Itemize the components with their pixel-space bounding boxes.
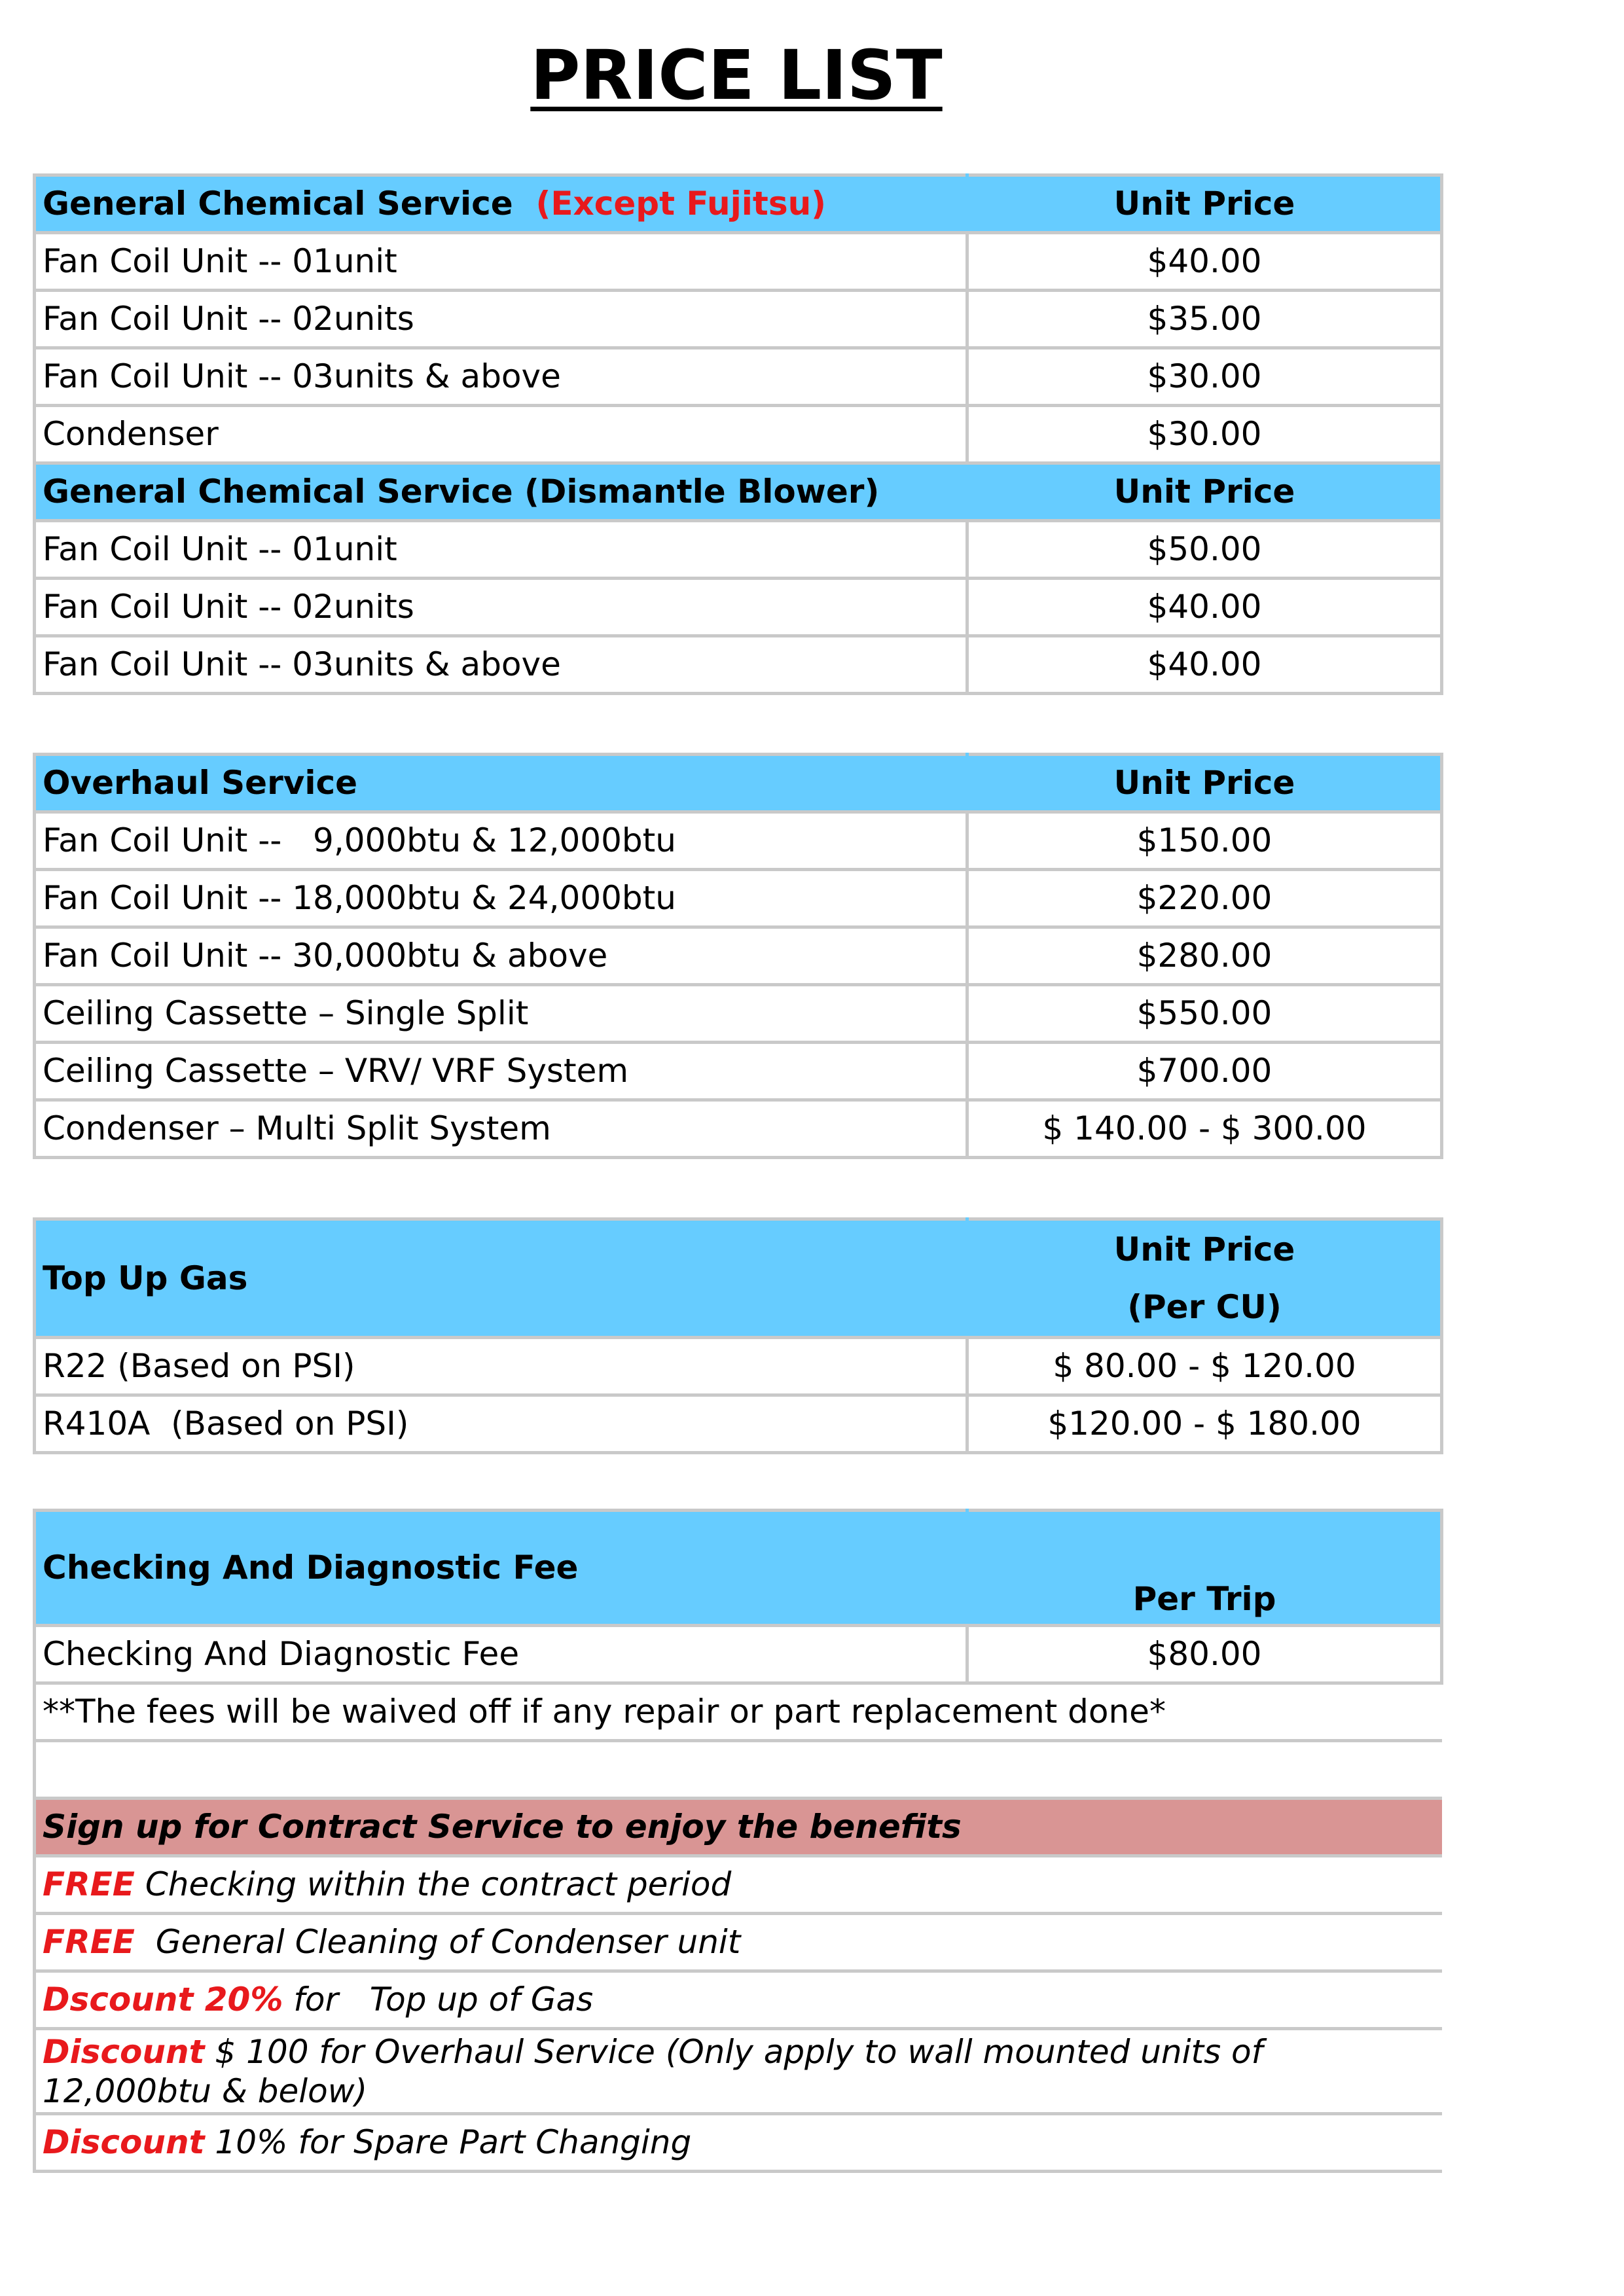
benefit-text: General Cleaning of Condenser unit bbox=[134, 1923, 741, 1961]
benefit-text: $ 100 for Overhaul Service (Only apply to wall mounted units of 12,000btu & below) bbox=[43, 2032, 1263, 2110]
table-row bbox=[35, 406, 1442, 463]
page-title: PRICE LIST bbox=[530, 35, 943, 115]
benefit-item bbox=[35, 1914, 1442, 1971]
item-price: $700.00 bbox=[967, 1043, 1442, 1100]
benefit-row bbox=[35, 2029, 1442, 2114]
benefit-tag: Dscount 20% bbox=[43, 1981, 283, 2018]
item-price: $550.00 bbox=[967, 985, 1442, 1043]
item-label: R22 (Based on PSI) bbox=[35, 1338, 967, 1395]
table-row bbox=[35, 927, 1442, 985]
table-row bbox=[35, 521, 1442, 579]
table-row bbox=[35, 1043, 1442, 1100]
item-price: $35.00 bbox=[967, 291, 1442, 348]
table-row bbox=[35, 870, 1442, 927]
item-label: Checking And Diagnostic Fee bbox=[35, 1626, 967, 1683]
item-label: Fan Coil Unit -- 01unit bbox=[35, 233, 967, 291]
item-price: $30.00 bbox=[967, 406, 1442, 463]
benefit-text: for Top up of Gas bbox=[283, 1981, 594, 2018]
benefit-tag: Discount bbox=[43, 2032, 205, 2071]
item-price: $40.00 bbox=[967, 579, 1442, 636]
waiver-note: **The fees will be waived off if any repair or part replacement done* bbox=[35, 1683, 1442, 1741]
item-price: $220.00 bbox=[967, 870, 1442, 927]
item-label: Fan Coil Unit -- 03units & above bbox=[35, 348, 967, 406]
overhaul-service-table bbox=[33, 753, 1440, 1159]
item-label: Fan Coil Unit -- 03units & above bbox=[35, 636, 967, 694]
table-row bbox=[35, 1626, 1442, 1683]
table-header-row bbox=[35, 463, 1442, 521]
item-price: $80.00 bbox=[967, 1626, 1442, 1683]
benefit-row bbox=[35, 1971, 1442, 2029]
section-header: Checking And Diagnostic Fee bbox=[35, 1511, 967, 1626]
table-row bbox=[35, 985, 1442, 1043]
benefit-text: Checking within the contract period bbox=[134, 1865, 732, 1903]
benefit-row bbox=[35, 1914, 1442, 1971]
table-header-row bbox=[35, 1219, 1442, 1338]
section-header: General Chemical Service (Except Fujitsu) bbox=[35, 175, 967, 233]
item-label: Fan Coil Unit -- 02units bbox=[35, 291, 967, 348]
table-header-row bbox=[35, 755, 1442, 812]
item-label: Fan Coil Unit -- 18,000btu & 24,000btu bbox=[35, 870, 967, 927]
table-row bbox=[35, 1395, 1442, 1453]
item-label: Fan Coil Unit -- 30,000btu & above bbox=[35, 927, 967, 985]
empty-cell bbox=[35, 1741, 1442, 1799]
table-row bbox=[35, 1338, 1442, 1395]
top-up-gas-table bbox=[33, 1217, 1440, 1454]
table-row bbox=[35, 579, 1442, 636]
item-label: Ceiling Cassette – Single Split bbox=[35, 985, 967, 1043]
item-label: R410A (Based on PSI) bbox=[35, 1395, 967, 1453]
benefit-tag: Discount bbox=[43, 2123, 205, 2161]
general-chemical-service-table bbox=[33, 173, 1440, 695]
benefit-text: 10% for Spare Part Changing bbox=[204, 2123, 692, 2161]
section-header: Overhaul Service bbox=[35, 755, 967, 812]
benefit-item bbox=[35, 1856, 1442, 1914]
benefits-header-row bbox=[35, 1799, 1442, 1856]
table-row bbox=[35, 812, 1442, 870]
benefits-heading: Sign up for Contract Service to enjoy the benefits bbox=[35, 1799, 1442, 1856]
benefit-item bbox=[35, 2029, 1442, 2114]
section-header: General Chemical Service (Dismantle Blower) bbox=[35, 463, 967, 521]
spacer-row bbox=[35, 1741, 1442, 1799]
unit-price-header bbox=[967, 1219, 1442, 1338]
benefit-tag: FREE bbox=[43, 1923, 135, 1961]
item-price: $40.00 bbox=[967, 636, 1442, 694]
item-price: $50.00 bbox=[967, 521, 1442, 579]
item-price: $280.00 bbox=[967, 927, 1442, 985]
item-label: Condenser – Multi Split System bbox=[35, 1100, 967, 1158]
checking-diagnostic-table bbox=[33, 1509, 1440, 2173]
item-label: Fan Coil Unit -- 01unit bbox=[35, 521, 967, 579]
item-price: $40.00 bbox=[967, 233, 1442, 291]
item-price: $120.00 - $ 180.00 bbox=[967, 1395, 1442, 1453]
benefit-row bbox=[35, 2114, 1442, 2172]
table-row bbox=[35, 348, 1442, 406]
item-label: Ceiling Cassette – VRV/ VRF System bbox=[35, 1043, 967, 1100]
table-row bbox=[35, 1100, 1442, 1158]
table-header-row bbox=[35, 1511, 1442, 1626]
benefit-item bbox=[35, 1971, 1442, 2029]
section-header: Top Up Gas bbox=[35, 1219, 967, 1338]
table-row bbox=[35, 636, 1442, 694]
item-price: $ 80.00 - $ 120.00 bbox=[967, 1338, 1442, 1395]
unit-price-header-line2: (Per CU) bbox=[1127, 1288, 1282, 1326]
table-row bbox=[35, 291, 1442, 348]
note-row bbox=[35, 1683, 1442, 1741]
benefit-row bbox=[35, 1856, 1442, 1914]
benefit-tag: FREE bbox=[43, 1865, 135, 1903]
unit-price-header: Unit Price bbox=[967, 175, 1442, 233]
table-header-row bbox=[35, 175, 1442, 233]
item-price: $30.00 bbox=[967, 348, 1442, 406]
unit-price-header: Unit Price bbox=[967, 463, 1442, 521]
unit-price-header: Unit Price bbox=[967, 755, 1442, 812]
item-price: $ 140.00 - $ 300.00 bbox=[967, 1100, 1442, 1158]
item-label: Condenser bbox=[35, 406, 967, 463]
per-trip-header: Per Trip bbox=[967, 1511, 1442, 1626]
table-row bbox=[35, 233, 1442, 291]
item-label: Fan Coil Unit -- 02units bbox=[35, 579, 967, 636]
item-price: $150.00 bbox=[967, 812, 1442, 870]
benefit-item bbox=[35, 2114, 1442, 2172]
item-label: Fan Coil Unit -- 9,000btu & 12,000btu bbox=[35, 812, 967, 870]
unit-price-header-line1: Unit Price bbox=[1113, 1230, 1295, 1268]
